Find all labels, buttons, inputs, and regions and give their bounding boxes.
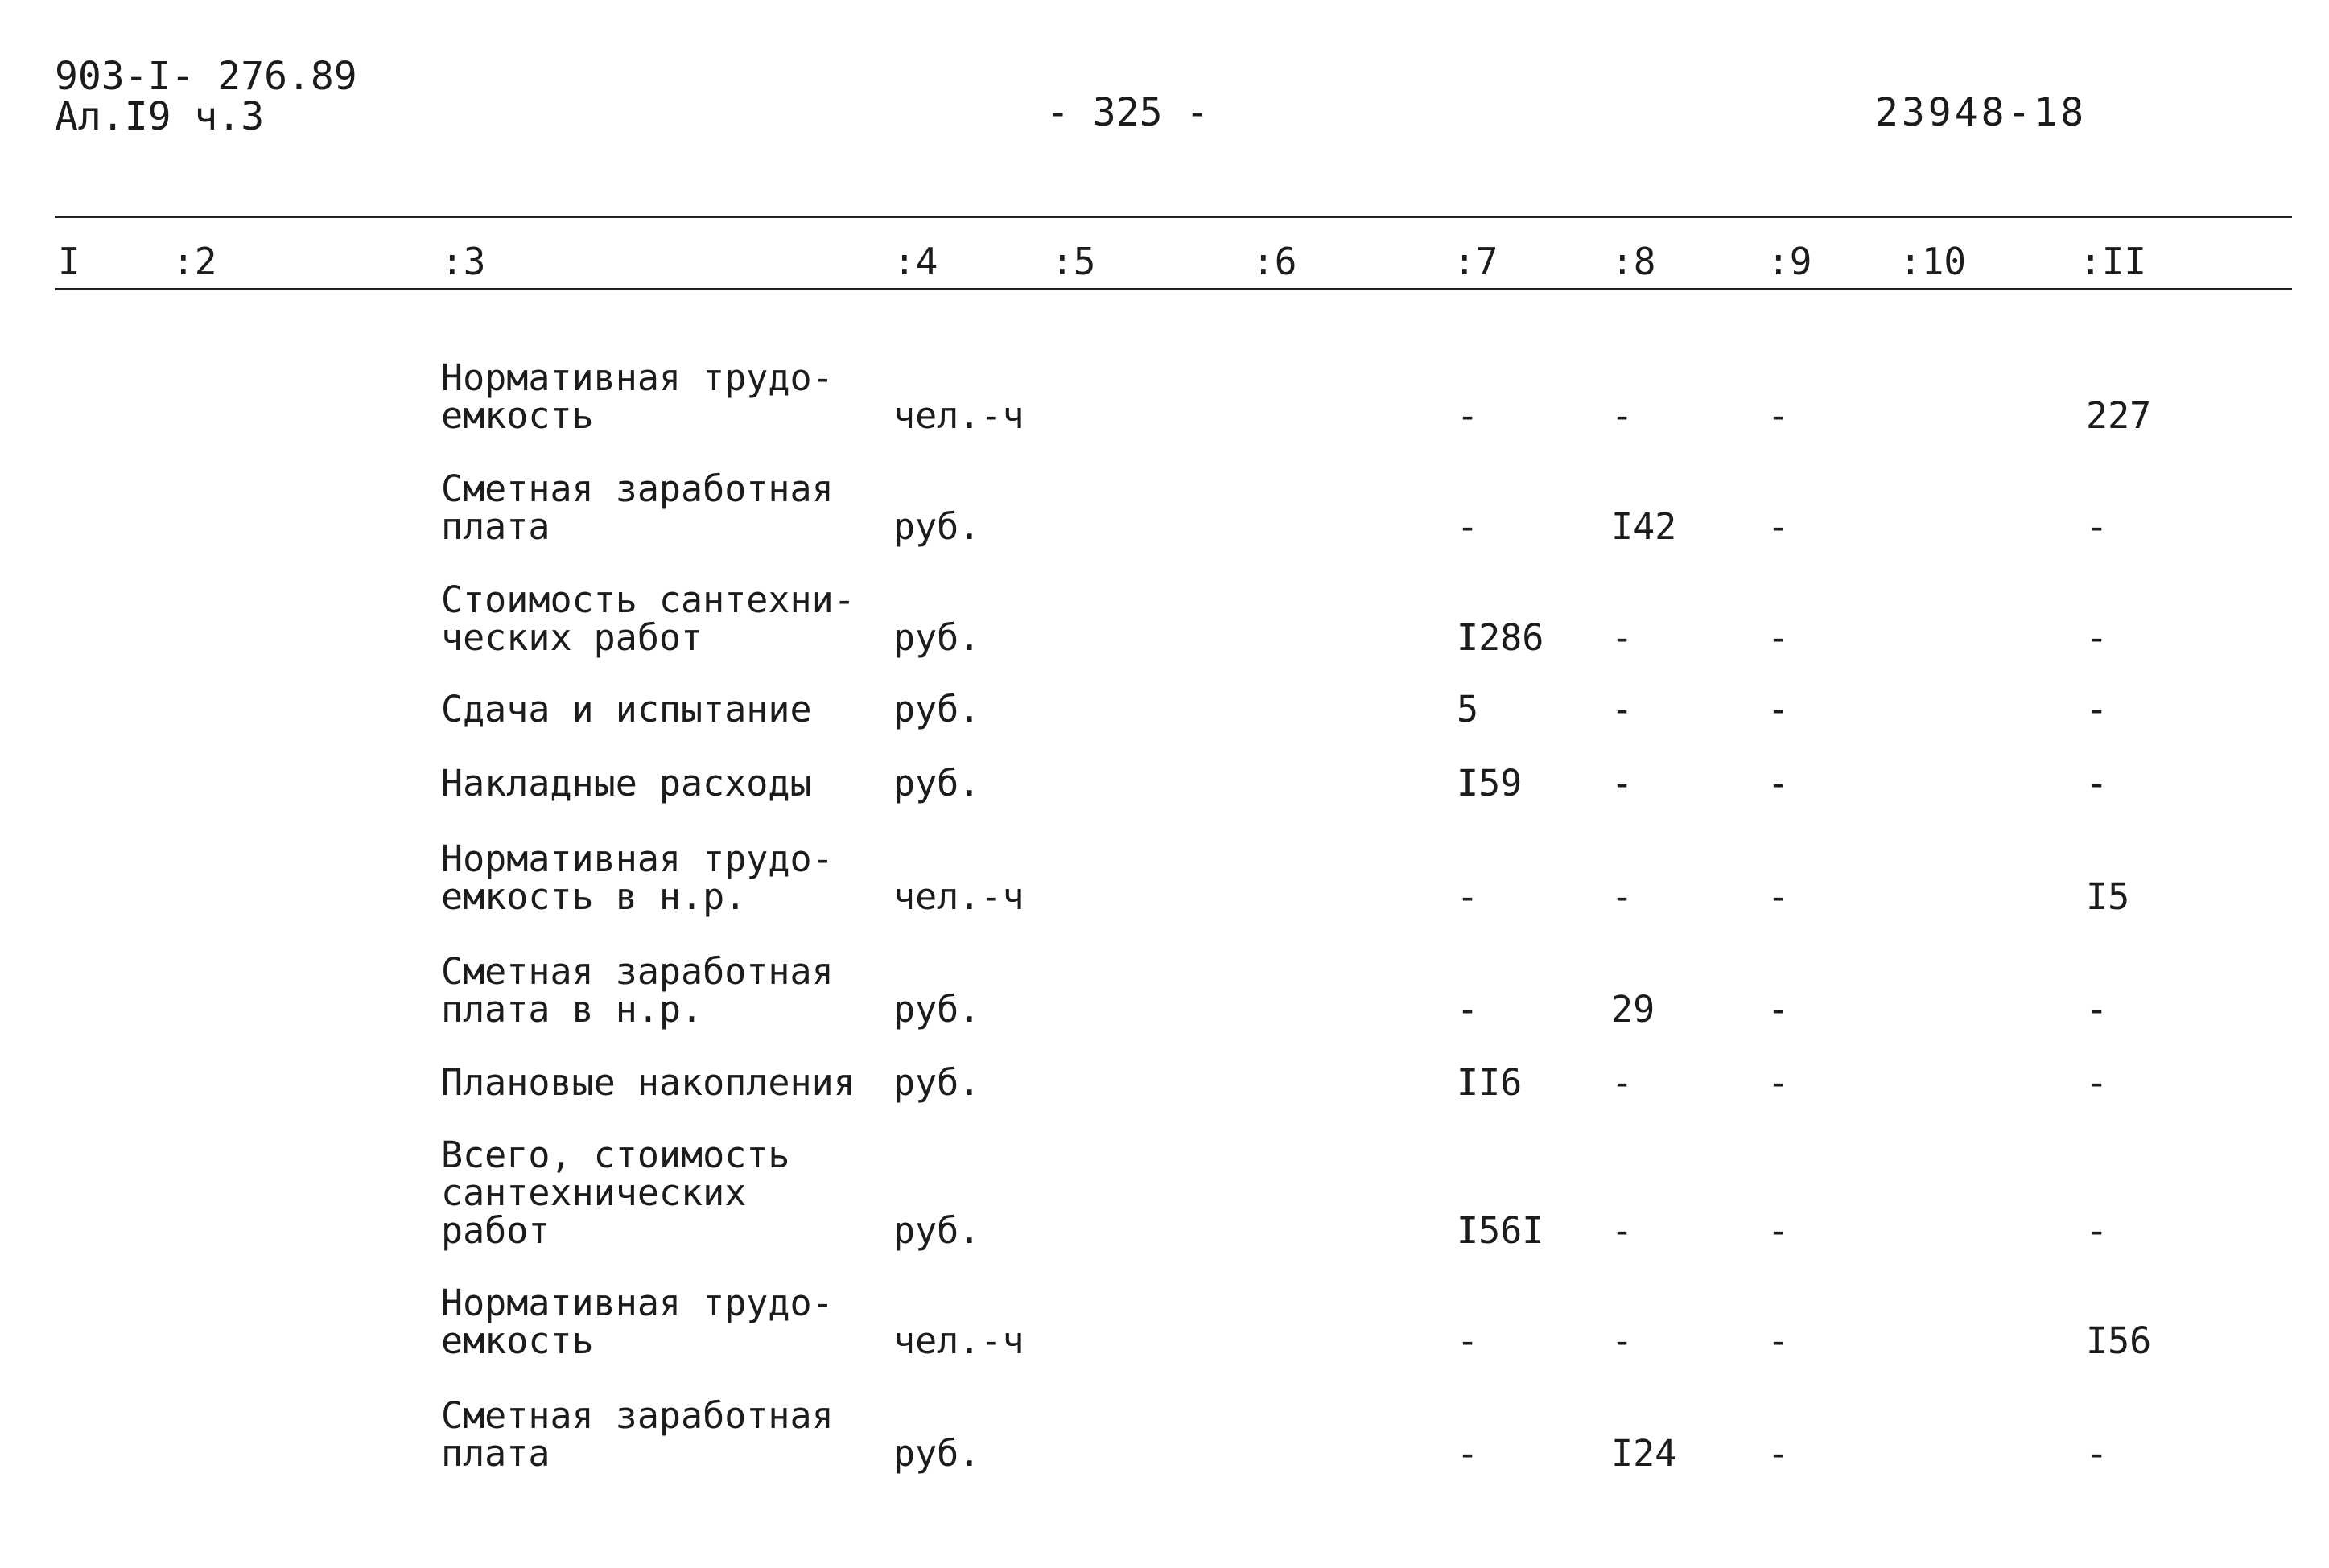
row-col8-value: - — [1611, 616, 1634, 659]
column-header-11: :II — [2080, 240, 2147, 283]
row-col11-value: 227 — [2086, 394, 2152, 437]
page-number: - 325 - — [1046, 90, 1210, 135]
row-unit: чел.-ч — [893, 875, 1024, 918]
row-description: Сметная заработная плата — [441, 1394, 834, 1475]
row-description: Плановые накопления — [441, 1061, 855, 1104]
row-col9-value: - — [1767, 988, 1790, 1031]
row-col9-value: - — [1767, 1209, 1790, 1252]
doc-code-line2: Ал.I9 ч.3 — [55, 94, 265, 139]
row-col11-value: I56 — [2086, 1319, 2152, 1362]
row-unit: руб. — [893, 1061, 981, 1104]
row-col8-value: - — [1611, 762, 1634, 805]
row-col8-value: - — [1611, 875, 1634, 918]
row-col7-value: - — [1457, 988, 1479, 1031]
row-unit: руб. — [893, 1209, 981, 1252]
table-header-rule — [55, 288, 2292, 290]
row-unit: чел.-ч — [893, 394, 1024, 437]
row-col8-value: 29 — [1611, 988, 1655, 1031]
row-col9-value: - — [1767, 394, 1790, 437]
column-header-2: :2 — [172, 240, 217, 283]
row-unit: руб. — [893, 688, 981, 730]
row-col11-value: - — [2086, 762, 2108, 805]
row-col7-value: I59 — [1457, 762, 1523, 805]
row-unit: руб. — [893, 762, 981, 805]
row-col7-value: I56I — [1457, 1209, 1544, 1252]
row-col8-value: - — [1611, 394, 1634, 437]
table-top-rule — [55, 216, 2292, 218]
row-unit: руб. — [893, 505, 981, 548]
row-description: Нормативная трудо- емкость — [441, 356, 834, 437]
row-description: Сметная заработная плата — [441, 467, 834, 548]
row-unit: чел.-ч — [893, 1319, 1024, 1362]
row-col11-value: - — [2086, 1432, 2108, 1475]
row-col11-value: - — [2086, 616, 2108, 659]
row-col7-value: 5 — [1457, 688, 1479, 730]
row-col9-value: - — [1767, 762, 1790, 805]
column-header-8: :8 — [1611, 240, 1656, 283]
row-col8-value: - — [1611, 1319, 1634, 1362]
row-col11-value: - — [2086, 505, 2108, 548]
row-description: Нормативная трудо- емкость — [441, 1282, 834, 1362]
column-header-3: :3 — [441, 240, 486, 283]
row-col11-value: - — [2086, 688, 2108, 730]
column-header-5: :5 — [1051, 240, 1096, 283]
column-header-10: :10 — [1899, 240, 1967, 283]
row-description: Нормативная трудо- емкость в н.р. — [441, 838, 834, 918]
row-col7-value: - — [1457, 1432, 1479, 1475]
row-col8-value: - — [1611, 688, 1634, 730]
row-col7-value: - — [1457, 875, 1479, 918]
row-description: Сдача и испытание — [441, 688, 812, 730]
row-col9-value: - — [1767, 1061, 1790, 1104]
row-col8-value: - — [1611, 1061, 1634, 1104]
row-col7-value: II6 — [1457, 1061, 1523, 1104]
row-col9-value: - — [1767, 688, 1790, 730]
row-description: Всего, стоимость сантехнических работ — [441, 1134, 790, 1252]
column-header-7: :7 — [1453, 240, 1498, 283]
row-col9-value: - — [1767, 875, 1790, 918]
row-col9-value: - — [1767, 505, 1790, 548]
row-description: Стоимость сантехни- ческих работ — [441, 578, 855, 659]
column-header-6: :6 — [1252, 240, 1297, 283]
row-col8-value: I42 — [1611, 505, 1677, 548]
row-description: Сметная заработная плата в н.р. — [441, 950, 834, 1031]
row-col9-value: - — [1767, 1432, 1790, 1475]
sheet-id: 23948-18 — [1875, 90, 2088, 135]
row-col11-value: - — [2086, 1061, 2108, 1104]
column-header-9: :9 — [1767, 240, 1812, 283]
row-unit: руб. — [893, 616, 981, 659]
column-header-1: I — [58, 240, 80, 283]
row-col7-value: - — [1457, 1319, 1479, 1362]
doc-code-line1: 903-I- 276.89 — [55, 54, 357, 99]
column-header-4: :4 — [893, 240, 938, 283]
row-unit: руб. — [893, 988, 981, 1031]
row-col7-value: - — [1457, 505, 1479, 548]
row-col11-value: - — [2086, 988, 2108, 1031]
row-description: Накладные расходы — [441, 762, 812, 805]
row-col11-value: I5 — [2086, 875, 2130, 918]
row-col7-value: I286 — [1457, 616, 1544, 659]
doc-code — [55, 56, 357, 137]
row-col9-value: - — [1767, 1319, 1790, 1362]
row-col9-value: - — [1767, 616, 1790, 659]
row-col7-value: - — [1457, 394, 1479, 437]
row-unit: руб. — [893, 1432, 981, 1475]
row-col8-value: I24 — [1611, 1432, 1677, 1475]
row-col11-value: - — [2086, 1209, 2108, 1252]
row-col8-value: - — [1611, 1209, 1634, 1252]
